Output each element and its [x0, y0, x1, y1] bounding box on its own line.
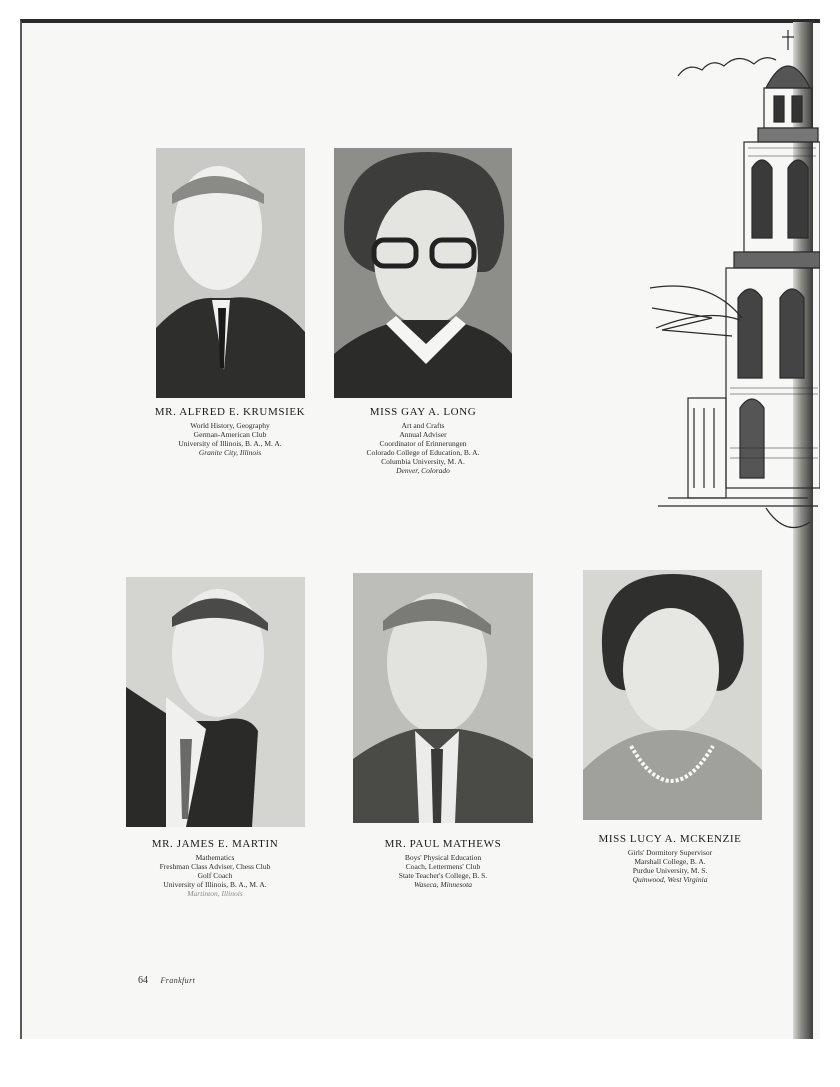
- publication-name: Frankfurt: [160, 976, 196, 985]
- detail-line: Purdue University, M. S.: [632, 866, 708, 875]
- photo-long: [334, 148, 512, 398]
- detail-line: Columbia University, M. A.: [381, 457, 465, 466]
- detail-line: Art and Crafts: [401, 421, 445, 430]
- detail-line: Mathematics: [195, 853, 235, 862]
- teacher-name: MR. JAMES E. MARTIN: [151, 838, 279, 850]
- caption-long: [303, 406, 543, 475]
- detail-line: University of Illinois, B. A., M. A.: [178, 439, 282, 448]
- detail-line: Coach, Lettermens' Club: [405, 862, 481, 871]
- detail-line: Coordinator of Erinnerungen: [379, 439, 467, 448]
- hometown: Denver, Colorado: [396, 466, 450, 475]
- hometown: Granite City, Illinois: [198, 448, 262, 457]
- caption-mathews: [323, 838, 563, 889]
- detail-line: Girls' Dormitory Supervisor: [627, 848, 713, 857]
- detail-line: German-American Club: [193, 430, 267, 439]
- portrait-man-suit-icon: [353, 573, 533, 823]
- portrait-man-suit-icon: [126, 577, 305, 827]
- detail-line: University of Illinois, B. A., M. A.: [163, 880, 267, 889]
- photo-mathews: [353, 573, 533, 823]
- portrait-woman-pearls-icon: [583, 570, 762, 820]
- teacher-name: MR. PAUL MATHEWS: [384, 838, 502, 850]
- photo-mckenzie: [583, 570, 762, 820]
- photo-martin: [126, 577, 305, 827]
- hometown: Martinton, Illinois: [187, 889, 243, 898]
- teacher-name: MR. ALFRED E. KRUMSIEK: [154, 406, 306, 418]
- hometown: Quinwood, West Virginia: [632, 875, 708, 884]
- detail-line: Annual Adviser: [399, 430, 447, 439]
- detail-line: Marshall College, B. A.: [634, 857, 706, 866]
- caption-mckenzie: [550, 833, 790, 884]
- teacher-name: MISS GAY A. LONG: [369, 406, 477, 418]
- church-tower-sketch-icon: [648, 28, 820, 538]
- photo-krumsiek: [156, 148, 305, 398]
- teacher-name: MISS LUCY A. MCKENZIE: [598, 833, 742, 845]
- detail-line: Boys' Physical Education: [404, 853, 482, 862]
- page-number: 64: [138, 975, 148, 986]
- portrait-woman-glasses-icon: [334, 148, 512, 398]
- hometown: Waseca, Minnesota: [413, 880, 473, 889]
- detail-line: Freshman Class Adviser, Chess Club: [159, 862, 271, 871]
- page-footer: [138, 975, 195, 986]
- detail-line: State Teacher's College, B. S.: [398, 871, 488, 880]
- detail-line: World History, Geography: [190, 421, 270, 430]
- detail-line: Colorado College of Education, B. A.: [366, 448, 480, 457]
- portrait-man-suit-icon: [156, 148, 305, 398]
- detail-line: Golf Coach: [197, 871, 233, 880]
- caption-martin: [95, 838, 335, 898]
